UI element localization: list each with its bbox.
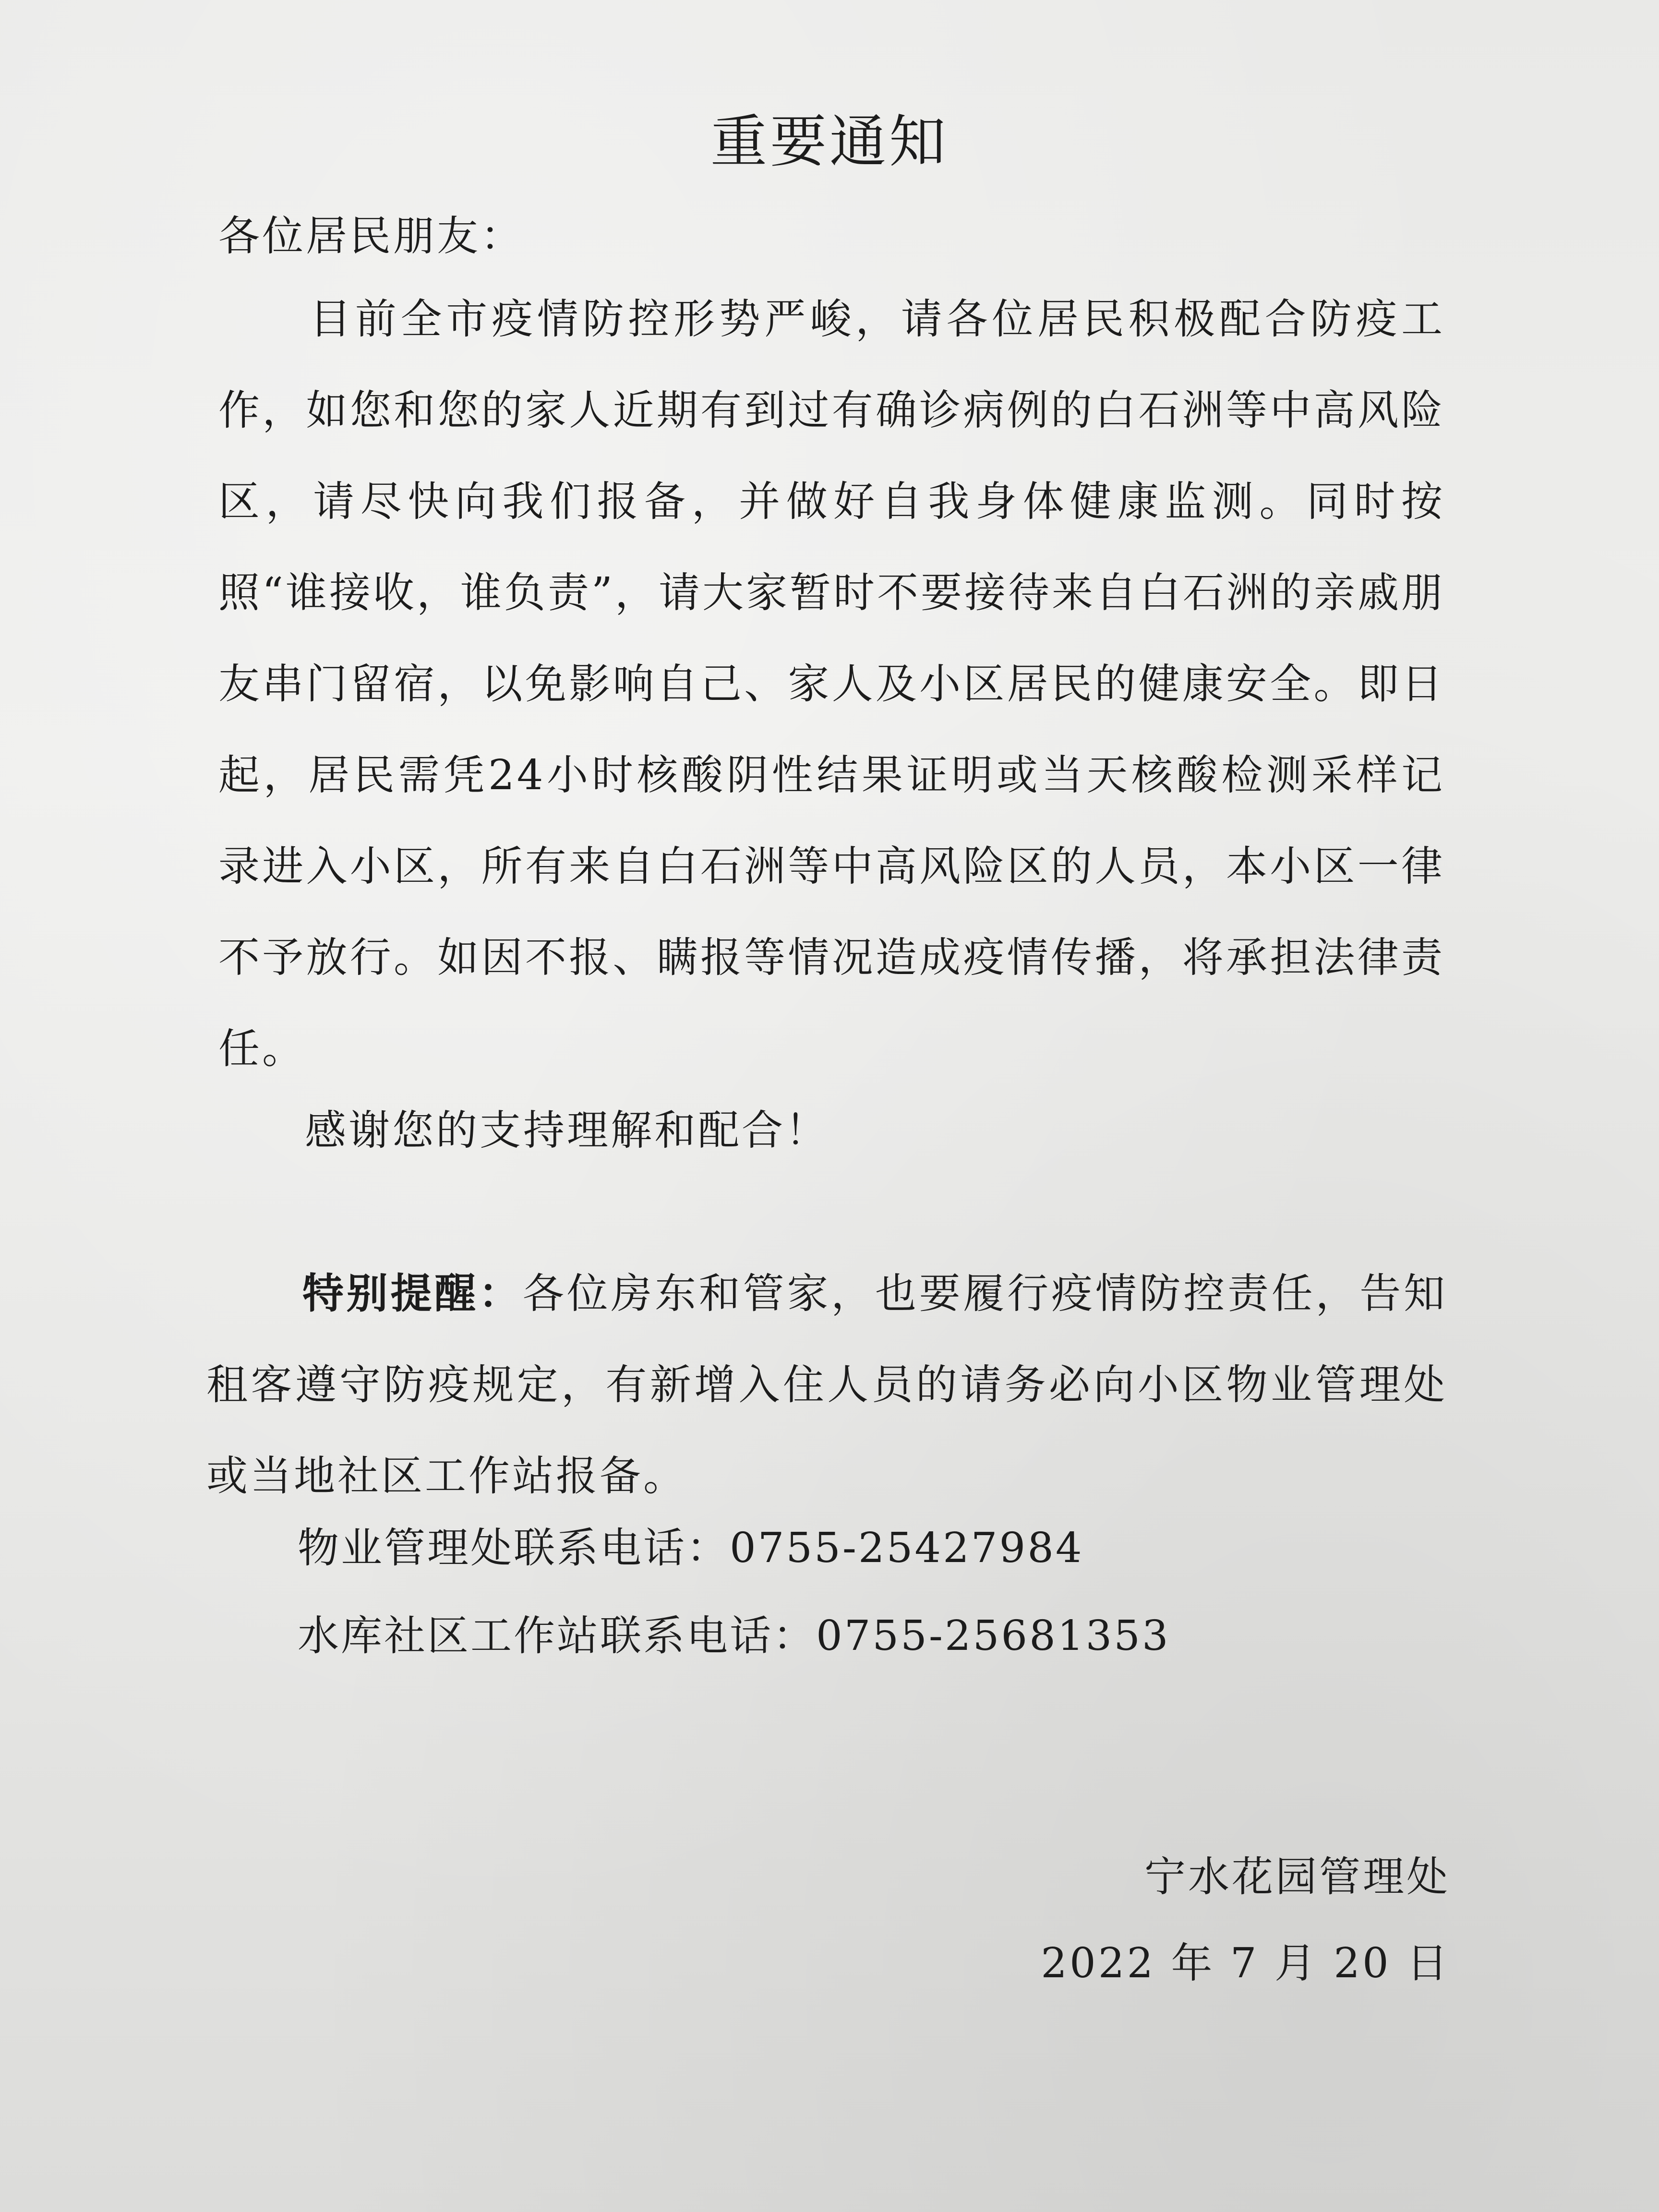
reminder-text: 各位房东和管家，也要履行疫情防控责任，告知租客遵守防疫规定，有新增入住人员的请务必向小区物业管理处或当地社区工作站报备。 xyxy=(206,1270,1448,1500)
notice-title: 重要通知 xyxy=(710,108,949,175)
signature: 宁水花园管理处 xyxy=(1144,1853,1450,1901)
contact-community-station: 水库社区工作站联系电话：0755-25681353 xyxy=(298,1612,1170,1660)
notice-body: 目前全市疫情防控形势严峻，请各位居民积极配合防疫工作，如您和您的家人近期有到过有确诊病例的白石洲等中高风险区，请尽快向我们报备，并做好自我身体健康监测。同时按照“谁接收，谁负责”，请大家暂时不要接待来自白石洲的亲戚朋友串门留宿，以免影响自己、家人及小区居民的健康安全。即日起，居民需凭24小时核酸阴性结果证明或当天核酸检测采样记录进入小区，所有来自白石洲等中高风险区的人员，本小区一律不予放行。如因不报、瞒报等情况造成疫情传播，将承担法律责任。 xyxy=(218,295,1445,1073)
reminder-label: 特别提醒： xyxy=(302,1269,523,1318)
contact-property-office: 物业管理处联系电话：0755-25427984 xyxy=(298,1524,1084,1572)
thanks-line: 感谢您的支持理解和配合！ xyxy=(305,1106,829,1154)
notice-date: 2022 年 7 月 20 日 xyxy=(1041,1939,1450,1987)
special-reminder xyxy=(206,1248,1447,1522)
greeting: 各位居民朋友： xyxy=(218,212,524,260)
